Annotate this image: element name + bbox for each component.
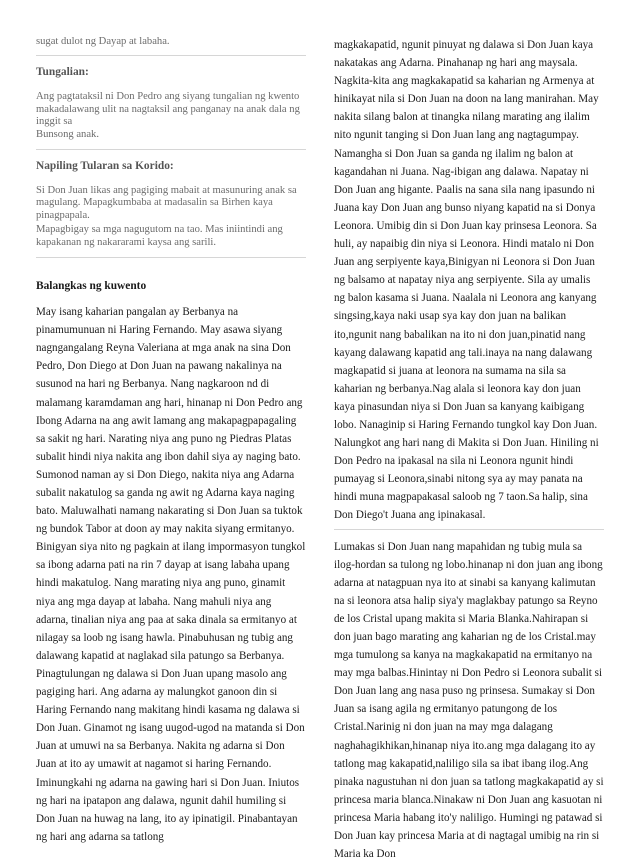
right-paragraph-2: Lumakas si Don Juan nang mapahidan ng tubig mula sa ilog-hordan sa tulong ng lobo.hinanap ni don juan ang ibong adarna at natagpuan nya ito at sinabi sa kanyang kalimutan na si leonora atsa halip siya'y maglakbay patungo sa Reyno de los Cristal upang makita si Maria Blanka.Nahirapan si don juan bago marating ang kaharian ng de los Cristal.may mga tumulong sa kanya na magkakapatid na ermitanyo na may mga balbas.Hinintay ni Don Pedro si Leonora subalit si Don Juan lang ang nasa puso ng prinsesa. Sumakay si Don Juan sa isang agila ng ermitanyo patungong de los Cristal.Narinig ni don juan na may mga dalagang naghahagikhikan,hinanap niya ito.ang mga dalagang ito ay tatlong mag kakapatid,naliligo sila sa ibat ibang ilog.Ang pinaka nagustuhan ni don juan sa tatlong magkakapatid ay si princesa maria blanca.Ninakaw ni Don Juan ang kasuotan ni princesa Maria habang ito'y naliligo. Humingi ng patawad si Don Juan kay princesa Maria at di nagtagal umibig na rin si Maria ka Don [334,540,604,861]
balangkas-heading: Balangkas ng kuwento [36,280,147,293]
tungalian-paragraph-end: Bunsong anak. [36,128,99,140]
divider [36,149,306,150]
left-column [36,36,306,846]
divider [36,55,306,56]
divider [36,257,306,258]
balangkas-paragraph: May isang kaharian pangalan ay Berbanya na pinamumunuan ni Haring Fernando. May asawa siyang nagngangalang Reyna Valeriana at mga anak na sina Don Pedro, Don Diego at Don Juan na pawang nakalinya na susunod na hari ng Berbanya. Nang nagkaroon nd di malamang karamdaman ang hari, hinanap ni Don Pedro ang Ibong Adarna na ang awit lamang ang makapagpapagaling sa sakit ng hari. Narating niya ang puno ng Piedras Platas subalit hindi niya nakita ang ibon dahil siya ay naging bato. Sumonod naman ay si Don Diego, nakita niya ang Adarna subalit nakatulog sa ganda ng awit ng Adarna kaya naging bato. Maluwalhati namang nakarating si Don Juan sa tuktok ng bundok Tabor at doon ay may nakita siyang ermitanyo. Binigyan siya nito ng pagkain at ilang impormasyon tungkol sa ibong adarna pati na rin 7 dayap at isang labaha upang hindi makatulog. Nang marating niya ang puno, ginamit niya ang mga dayap at labaha. Nang mahuli niya ang adarna, tinalian niya ang paa at saka dinala sa ermitanyo at nilagay sa loob ng isang hawla. Pinabuhusan ng tubig ang dalawang kapatid at naglakad sila patungo sa Berbanya. Pinagtulungan ng dalawa si Don Juan upang masolo ang pagiging hari. Ang adarna ay malungkot ganoon din si Haring Fernando nang makitang hindi kasama ng dalawa si Don Juan. Ginamot ng isang uugod-ugod na matanda si Don Juan at umuwi na sa Berbanya. Nakita ng adarna si Don Juan at ito ay umawit at nagamot si haring Fernando. Iminungkahi ng adarna na gawing hari si Don Juan. Iniutos ng hari na ipatapon ang dalawa, ngunit dahil humiling si Don Juan na huwag na lang, ito ay ipinatigil. Pinabantayan ng hari ang adarna sa tatlong [36,306,306,843]
tungalian-heading: Tungalian: [36,66,89,79]
right-column [334,36,604,863]
divider [334,529,604,530]
napiling-paragraph-1: Si Don Juan likas ang pagiging mabait at masunuring anak sa magulang. Mapagkumbaba at madasalin sa Birhen kaya pinagpapala. [36,185,297,221]
napiling-paragraph-2: Mapagbigay sa mga nagugutom na tao. Mas iniintindi ang kapakanan ng nakararami kaysa ang sarili. [36,224,283,248]
napiling-heading: Napiling Tularan sa Korido: [36,160,174,173]
tungalian-paragraph: Ang pagtataksil ni Don Pedro ang siyang tungalian ng kwento makadalawang ulit na nagtaksil ang panganay na anak dala ng inggit sa [36,91,300,128]
intro-line: sugat dulot ng Dayap at labaha. [36,36,170,47]
right-paragraph-1: magkakapatid, ngunit pinuyat ng dalawa si Don Juan kaya nakatakas ang Adarna. Pinahanap ng hari ang maysala. Nagkita-kita ang magkakapatid sa kaharian ng Armenya at hinikayat nila si Don Juan na doon na lang manirahan. May nakita silang balon at tinangka nilang marating ang ilalim nito ngunit tanging si Don Juan lang ang nagtagumpay. Namangha si Don Juan sa ganda ng ilalim ng balon at kagandahan ni Juana. Nag-ibigan ang dalawa. Napatay ni Don Juan ang higante. Paalis na sana sila nang ipasundo ni Juana kay Don Juan ang bunso niyang kapatid na si Donya Leonora. Umibig din si Don Juan kay prinsesa Leonora. Sa huli, ay napaibig din niya si Leonora. Hindi matalo ni Don Juan ang serpiyente kaya,Binigyan ni Leonora si Don Juan ng balsamo at napatay niya ang serpiyente. Sila ay umalis ng balon kasama si Juana. Naalala ni Leonora ang kanyang singsing,kaya naki usap sya kay don juan na balikan ito,ngunit nang babalikan na ito ni don juan,pinatid nang kayang dalawang kapatid ang tali.inaya na nang dalawang magkapatid si juana at leonora na sumama na sila sa kaharian ng berbanya.Nag alala si leonora kay don juan kaya pinasundan niya si Don Juan sa kanyang kaibigang lobo. Nanaginip si Haring Fernando tungkol kay Don Juan. Nalungkot ang hari nang di Makita si Don Juan. Hiniling ni Don Pedro na ipakasal na sila ni Leonora ngunit hindi pumayag si Leonora,sinabi nitong sya ay may panata na hindi muna magpapakasal saloob ng 7 taon.Sa halip, sina Don Diego't Juana ang ipinakasal. [334,39,599,522]
